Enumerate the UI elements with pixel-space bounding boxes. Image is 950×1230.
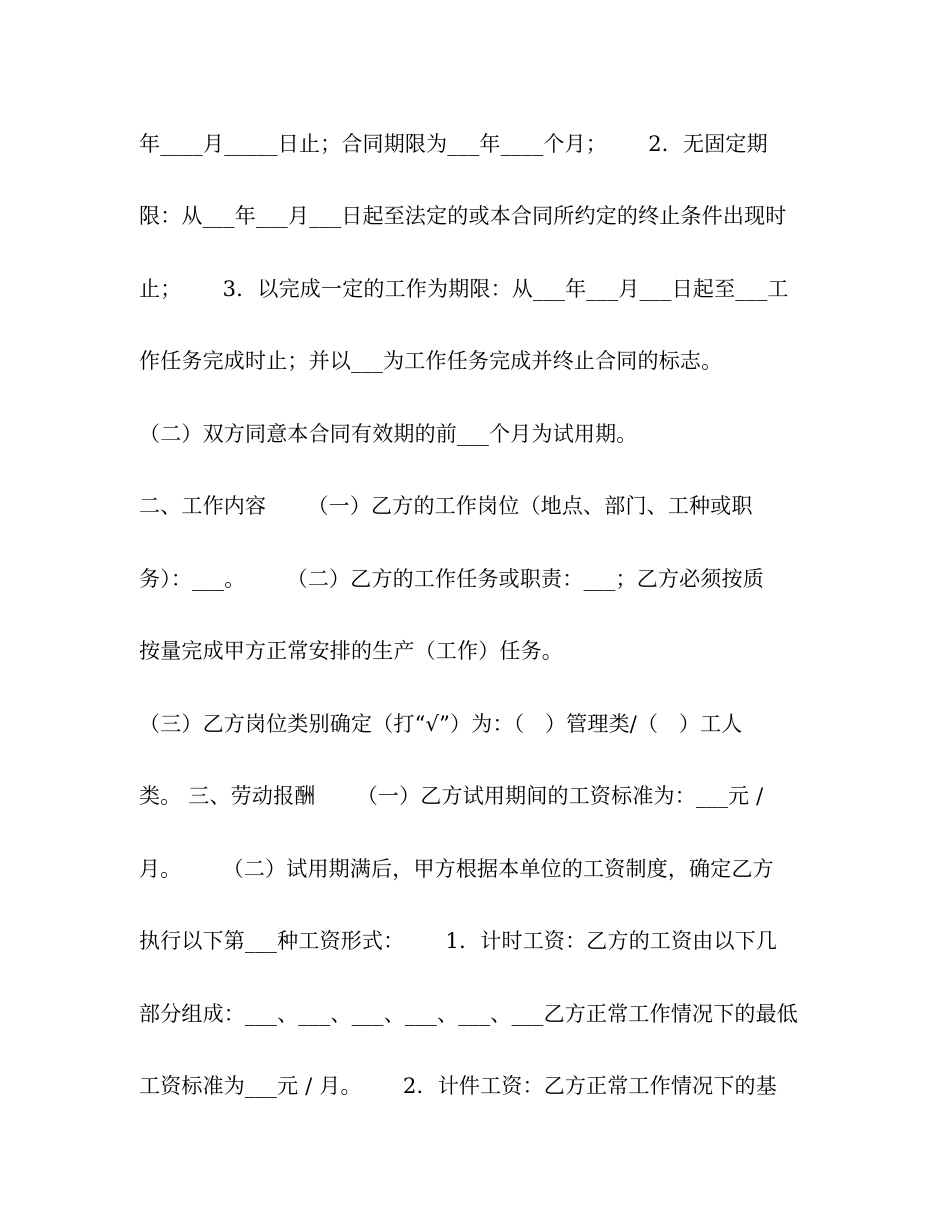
text-line-13: 部分组成：___、___、___、___、___、___乙方正常工作情况下的最低 [139, 1002, 798, 1026]
text-line-9: （三）乙方岗位类别确定（打“√”）为：（ ）管理类/（ ）工人 [139, 712, 743, 736]
text-line-2: 限：从___年___月___日起至法定的或本合同所约定的终止条件出现时 [139, 204, 787, 228]
text-line-11: 月。 （二）试用期满后，甲方根据本单位的工资制度，确定乙方 [139, 857, 774, 881]
text-line-10: 类。 三、劳动报酬 （一）乙方试用期间的工资标准为：___元 / [139, 784, 764, 808]
text-line-7: 务）：___。 （二）乙方的工作任务或职责：___；乙方必须按质 [139, 567, 764, 591]
text-line-6: 二、工作内容 （一）乙方的工作岗位（地点、部门、工种或职 [139, 494, 753, 518]
text-line-5: （二）双方同意本合同有效期的前___个月为试用期。 [139, 422, 638, 446]
text-line-1: 年____月_____日止；合同期限为___年____个月； 2．无固定期 [139, 132, 768, 156]
text-line-3: 止； 3．以完成一定的工作为期限：从___年___月___日起至___工 [139, 277, 789, 301]
text-line-14: 工资标准为___元 / 月。 2．计件工资：乙方正常工作情况下的基 [139, 1074, 777, 1098]
text-line-4: 作任务完成时止；并以___为工作任务完成并终止合同的标志。 [139, 349, 723, 373]
text-line-8: 按量完成甲方正常安排的生产（工作）任务。 [139, 639, 563, 663]
text-line-12: 执行以下第___种工资形式： 1．计时工资：乙方的工资由以下几 [139, 929, 778, 953]
